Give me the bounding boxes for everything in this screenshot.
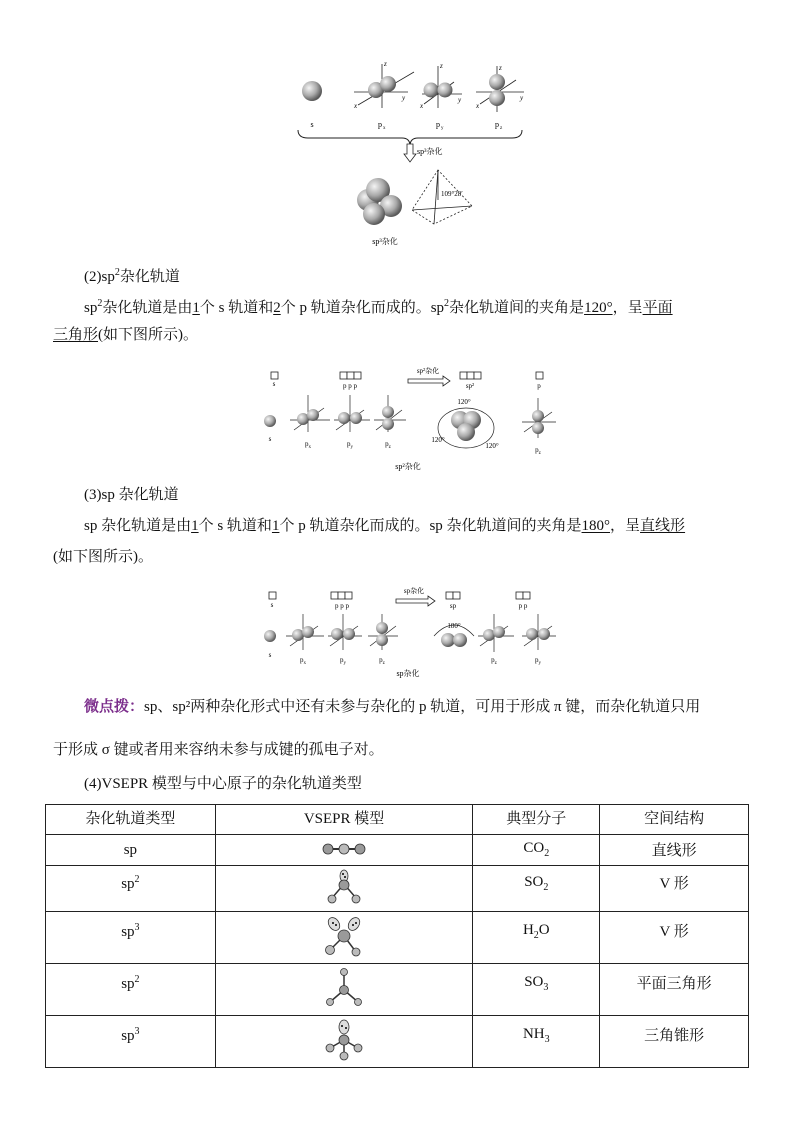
- tetrahedral-angle: 109°28′: [441, 190, 463, 198]
- svg-text:sp²: sp²: [465, 382, 475, 390]
- sp-hybridization-figure: [258, 584, 558, 684]
- svg-text:px: $p_x$: [300, 656, 306, 666]
- table-row: sp $CO_2$ 直线形: [46, 835, 749, 866]
- tip-line2: 于形成 σ 键或者用来容纳未参与成键的孤电子对。: [53, 742, 384, 758]
- section3-paragraph-line1: sp 杂化轨道是由1个 s 轨道和1个 p 轨道杂化而成的。sp 杂化轨道间的夹角是180°，呈直线形: [84, 518, 686, 534]
- py-orbital: [419, 62, 462, 131]
- svg-text:z: z: [500, 126, 503, 131]
- svg-text:pz: $p_z$: [535, 446, 541, 456]
- vsepr-table: [45, 804, 749, 1068]
- svg-text:s: s: [270, 601, 274, 609]
- svg-text:py: $p_y$: [535, 656, 541, 666]
- right-arrow-icon: [396, 596, 435, 606]
- section3-paragraph-line2: (如下图所示)。: [53, 549, 153, 565]
- svg-text:z: z: [440, 62, 443, 70]
- svg-text:py: $p_y$: [347, 440, 353, 450]
- svg-text:pz: $p_z$: [491, 656, 497, 666]
- svg-text:y: y: [402, 94, 406, 102]
- header-spatial-structure: 空间结构: [600, 805, 749, 835]
- svg-text:x: x: [383, 126, 386, 131]
- svg-text:120°: 120°: [431, 436, 445, 444]
- table-header-row: [46, 805, 749, 835]
- svg-text:x: x: [420, 102, 424, 110]
- svg-text:z: z: [499, 64, 502, 72]
- svg-text:s: s: [268, 435, 272, 443]
- table-row: $sp^3$ $NH_3$ 三角锥形: [46, 1016, 749, 1068]
- svg-text:y: y: [458, 96, 462, 104]
- table-row: $sp^2$ $SO_3$ 平面三角形: [46, 964, 749, 1016]
- right-arrow-icon: [408, 376, 450, 386]
- header-hybrid-type: 杂化轨道类型: [46, 805, 216, 835]
- tip-label: 微点拨：: [84, 699, 145, 715]
- table-row: $sp^3$ $H_2O$ V 形: [46, 912, 749, 964]
- px-orbital: [353, 60, 414, 131]
- linear-model-icon: [314, 841, 374, 857]
- svg-text:y: y: [520, 94, 524, 102]
- sp-caption: sp杂化: [396, 669, 420, 678]
- svg-text:s: s: [272, 380, 276, 388]
- svg-text:p: p: [378, 120, 382, 129]
- sp2-caption: sp²杂化: [395, 462, 421, 471]
- svg-text:p: p: [537, 382, 541, 390]
- table-row: $sp^2$ $SO_2$ V 形: [46, 866, 749, 912]
- trigonal-pyramidal-model-icon: [324, 1018, 364, 1062]
- svg-text:120°: 120°: [457, 398, 471, 406]
- bent-two-lone-pairs-model-icon: [322, 914, 366, 958]
- header-vsepr-model: VSEPR 模型: [215, 805, 473, 835]
- svg-text:180°: 180°: [447, 622, 461, 630]
- svg-text:p: p: [495, 120, 499, 129]
- svg-text:sp杂化: sp杂化: [403, 587, 425, 595]
- svg-text:p: p: [436, 120, 440, 129]
- trigonal-planar-model-icon: [324, 966, 364, 1010]
- svg-text:p p: p p: [518, 602, 528, 610]
- svg-text:sp: sp: [449, 602, 457, 610]
- pz-orbital: [475, 64, 524, 131]
- header-typical-molecule: 典型分子: [473, 805, 600, 835]
- section4-heading: (4)VSEPR 模型与中心原子的杂化轨道类型: [84, 776, 362, 792]
- sp3-hybridization-figure: [290, 50, 530, 250]
- svg-text:x: x: [354, 102, 358, 110]
- svg-text:py: $p_y$: [340, 656, 346, 666]
- svg-text:x: x: [476, 102, 480, 110]
- s-label: s: [310, 120, 314, 129]
- svg-text:sp²杂化: sp²杂化: [416, 367, 440, 375]
- section3-heading: (3)sp 杂化轨道: [84, 487, 179, 503]
- svg-text:p p p: p p p: [343, 382, 357, 390]
- svg-text:px: $p_x$: [305, 440, 311, 450]
- svg-text:pz: $p_z$: [379, 656, 385, 666]
- sp3-arrow-label: sp³杂化: [417, 147, 443, 156]
- section2-heading: $(2)sp^2$杂化轨道: [84, 267, 180, 285]
- down-arrow-icon: [404, 144, 416, 162]
- section2-paragraph-line1: $sp^2$杂化轨道是由1个 s 轨道和2个 p 轨道杂化而成的。$sp^2$杂化轨道间的夹角是120°，呈平面: [84, 298, 673, 316]
- svg-text:pz: $p_z$: [385, 440, 391, 450]
- s-orbital-sphere: [302, 81, 322, 101]
- tip-line1: 微点拨：sp、sp²两种杂化形式中还有未参与杂化的 p 轨道，可用于形成 π 键，而杂化轨道只用: [84, 699, 701, 715]
- sp3-caption: sp³杂化: [372, 237, 398, 246]
- section2-paragraph-line2: 三角形(如下图所示)。: [53, 327, 199, 343]
- svg-text:s: s: [268, 651, 272, 659]
- sp3-hybrid-orbitals: [357, 178, 402, 225]
- sp2-hybridization-figure: [258, 362, 558, 474]
- svg-text:p p p: p p p: [335, 602, 349, 610]
- svg-text:120°: 120°: [485, 442, 499, 450]
- svg-text:y: y: [441, 126, 444, 131]
- svg-text:z: z: [384, 60, 387, 68]
- bent-one-lone-pair-model-icon: [324, 868, 364, 906]
